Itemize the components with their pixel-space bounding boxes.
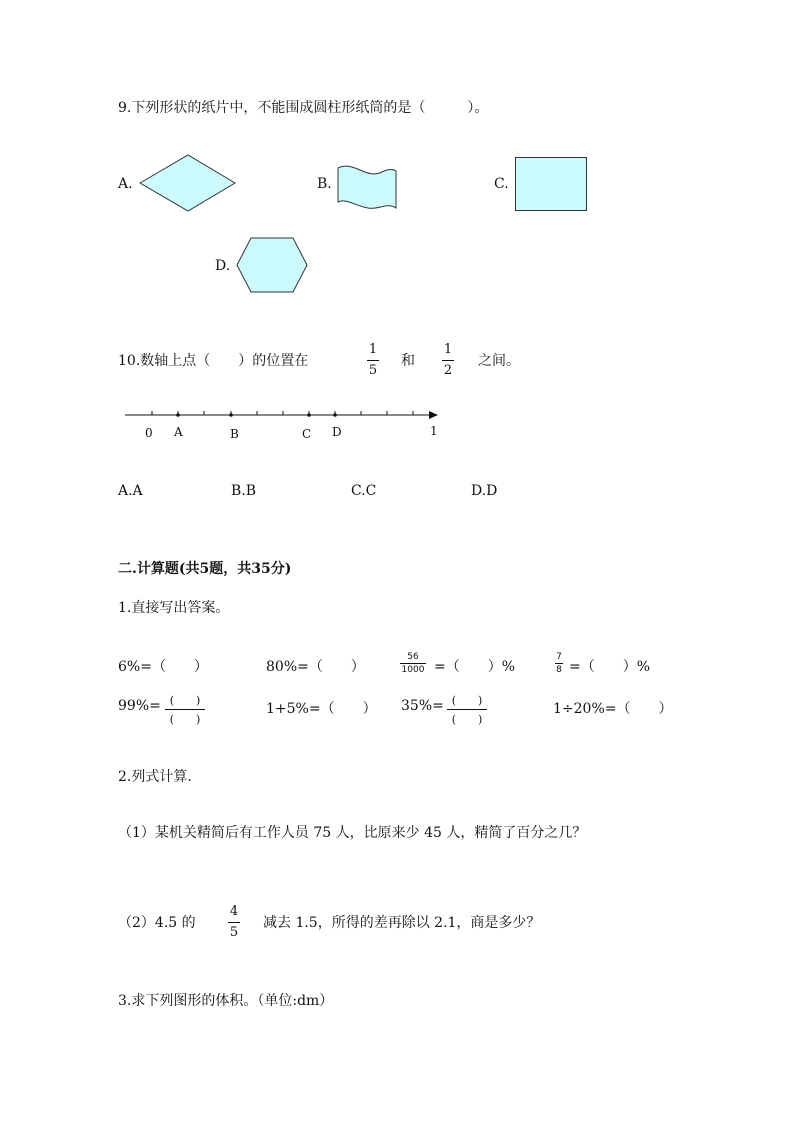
c1-r1-frac3-num: 56	[407, 652, 419, 662]
c2-title: 2.列式计算.	[118, 769, 192, 785]
rectangle-shape	[515, 157, 587, 211]
c1-r1-item3-suffix: =（ ）%	[434, 659, 516, 675]
c1-r1-item4-suffix: =（ ）%	[569, 659, 651, 675]
fraction-bar	[228, 922, 240, 923]
c2-frac-num: 4	[229, 904, 239, 919]
fraction-bar	[165, 709, 205, 710]
rhombus-shape	[140, 154, 236, 212]
q10-mid: 和	[401, 353, 415, 369]
axis-point-c-label: C	[302, 427, 312, 441]
axis-one-label: 1	[430, 424, 438, 438]
q10-option-c: C.C	[351, 483, 377, 499]
fraction-bar	[447, 709, 487, 710]
wavy-sheet-shape	[336, 162, 398, 212]
c1-r1-frac4-den: 8	[556, 665, 562, 675]
c2-fraction-four-fifths	[228, 904, 240, 941]
c2-problem-2-a: （2）4.5 的	[118, 915, 196, 931]
c1-r1-frac4	[555, 652, 563, 675]
axis-zero-label: 0	[145, 426, 153, 440]
fraction-bar	[400, 663, 426, 664]
c2-frac-den: 5	[229, 925, 239, 940]
q10-fraction-one-fifth	[367, 342, 379, 379]
q10-frac2-den: 2	[443, 363, 453, 378]
section-title: 二.计算题(共5题，共35分)	[118, 561, 292, 577]
c1-r2-item3-lhs: 35%=	[401, 698, 444, 714]
q10-frac2-num: 1	[443, 342, 453, 357]
fraction-bar	[555, 663, 563, 664]
q10-option-a: A.A	[118, 483, 143, 499]
blank-numerator: ( )	[451, 694, 483, 707]
q10-fraction-one-half	[442, 342, 454, 379]
c1-r1-frac3	[400, 652, 426, 675]
blank-numerator: ( )	[169, 694, 201, 707]
c1-r1-frac4-num: 7	[556, 652, 562, 662]
q9-option-c-label: C.	[494, 176, 509, 192]
q9-option-a-label: A.	[118, 176, 133, 192]
axis-point-b-label: B	[230, 427, 239, 441]
point-a-dot	[176, 413, 180, 417]
blank-denominator: ( )	[169, 713, 201, 726]
q9-stem: 9.下列形状的纸片中，不能围成圆柱形纸筒的是（ ）。	[118, 100, 489, 116]
q10-option-b: B.B	[231, 483, 257, 499]
q10-option-d: D.D	[471, 483, 498, 499]
c1-r1-item2: 80%=（ ）	[266, 659, 365, 675]
q10-stem-b: 之间。	[478, 353, 520, 369]
point-b-dot	[229, 413, 233, 417]
c1-r1-frac3-den: 1000	[401, 665, 425, 675]
c1-r2-item2: 1+5%=（ ）	[266, 701, 377, 717]
hexagon-shape	[236, 237, 308, 293]
c1-r2-item4: 1÷20%=（ ）	[553, 701, 673, 717]
point-c-dot	[307, 413, 311, 417]
c1-r2-item1-frac	[165, 692, 205, 727]
q10-frac1-den: 5	[368, 363, 378, 378]
blank-denominator: ( )	[451, 713, 483, 726]
q10-stem-a: 10.数轴上点（ ）的位置在	[118, 353, 309, 369]
c1-r2-item1-lhs: 99%=	[118, 698, 161, 714]
q9-option-d-label: D.	[215, 258, 231, 274]
axis-point-a-label: A	[174, 425, 183, 439]
q9-option-b-label: B.	[317, 176, 332, 192]
fraction-bar	[367, 360, 379, 361]
c2-problem-1: （1）某机关精简后有工作人员 75 人，比原来少 45 人，精简了百分之几？	[118, 825, 587, 841]
c1-r1-item1: 6%=（ ）	[118, 659, 208, 675]
c1-r2-item3-frac	[447, 692, 487, 727]
c3-title: 3.求下列图形的体积。（单位:dm）	[118, 993, 334, 1009]
number-line	[120, 404, 440, 434]
c2-problem-2-b: 减去 1.5，所得的差再除以 2.1，商是多少？	[263, 915, 541, 931]
c1-title: 1.直接写出答案。	[118, 600, 230, 616]
fraction-bar	[442, 360, 454, 361]
q10-frac1-num: 1	[368, 342, 378, 357]
point-d-dot	[333, 413, 337, 417]
axis-point-d-label: D	[332, 425, 342, 439]
